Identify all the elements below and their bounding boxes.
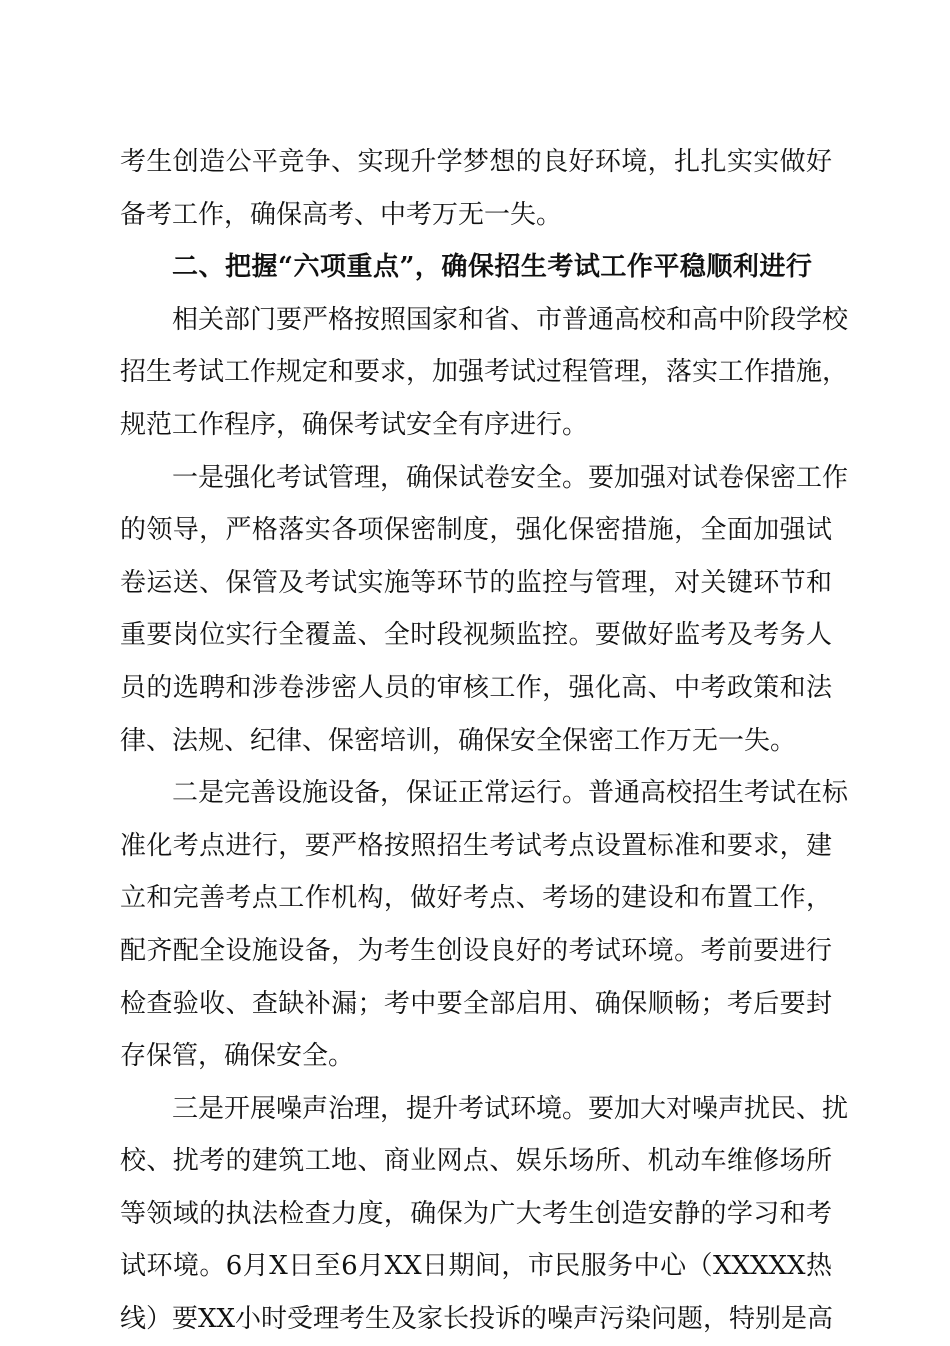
body-line-14: 准化考点进行，要严格按照招生考试考点设置标准和要求，建 xyxy=(120,830,832,861)
body-line-8: 的领导，严格落实各项保密制度，强化保密措施，全面加强试 xyxy=(120,515,832,546)
body-line-1: 考生创造公平竞争、实现升学梦想的良好环境，扎扎实实做好 xyxy=(120,147,832,177)
body-line-10: 重要岗位实行全覆盖、全时段视频监控。要做好监考及考务人 xyxy=(120,620,832,651)
body-line-12: 律、法规、纪律、保密培训，确保安全保密工作万无一失。 xyxy=(120,725,797,756)
body-line-21: 等领域的执法检查力度，确保为广大考生创造安静的学习和考 xyxy=(120,1198,832,1229)
body-line-13: 二是完善设施设备，保证正常运行。普通高校招生考试在标 xyxy=(172,778,849,809)
body-line-19: 三是开展噪声治理，提升考试环境。要加大对噪声扰民、扰 xyxy=(172,1093,849,1124)
body-line-17: 检查验收、查缺补漏；考中要全部启用、确保顺畅；考后要封 xyxy=(120,988,832,1019)
body-line-18: 存保管，确保安全。 xyxy=(120,1041,355,1072)
body-line-2: 备考工作，确保高考、中考万无一失。 xyxy=(120,199,563,230)
body-line-11: 员的选聘和涉卷涉密人员的审核工作，强化高、中考政策和法 xyxy=(120,672,832,703)
body-line-5: 招生考试工作规定和要求，加强考试过程管理，落实工作措施， xyxy=(120,357,849,388)
body-line-23: 线）要XX小时受理考生及家长投诉的噪声污染问题，特别是高 xyxy=(120,1304,834,1335)
body-line-20: 校、扰考的建筑工地、商业网点、娱乐场所、机动车维修场所 xyxy=(120,1146,832,1177)
body-line-7: 一是强化考试管理，确保试卷安全。要加强对试卷保密工作 xyxy=(172,462,849,493)
section-heading: 二、把握“六项重点”，确保招生考试工作平稳顺利进行 xyxy=(172,252,813,283)
document-body xyxy=(120,136,849,1346)
body-line-22: 试环境。6月X日至6月XX日期间，市民服务中心（XXXXX热 xyxy=(120,1251,832,1282)
body-line-6: 规范工作程序，确保考试安全有序进行。 xyxy=(120,409,589,440)
body-line-16: 配齐配全设施设备，为考生创设良好的考试环境。考前要进行 xyxy=(120,935,832,966)
body-line-15: 立和完善考点工作机构，做好考点、考场的建设和布置工作， xyxy=(120,883,832,914)
body-line-9: 卷运送、保管及考试实施等环节的监控与管理，对关键环节和 xyxy=(120,567,832,598)
body-line-4: 相关部门要严格按照国家和省、市普通高校和高中阶段学校 xyxy=(172,304,849,335)
